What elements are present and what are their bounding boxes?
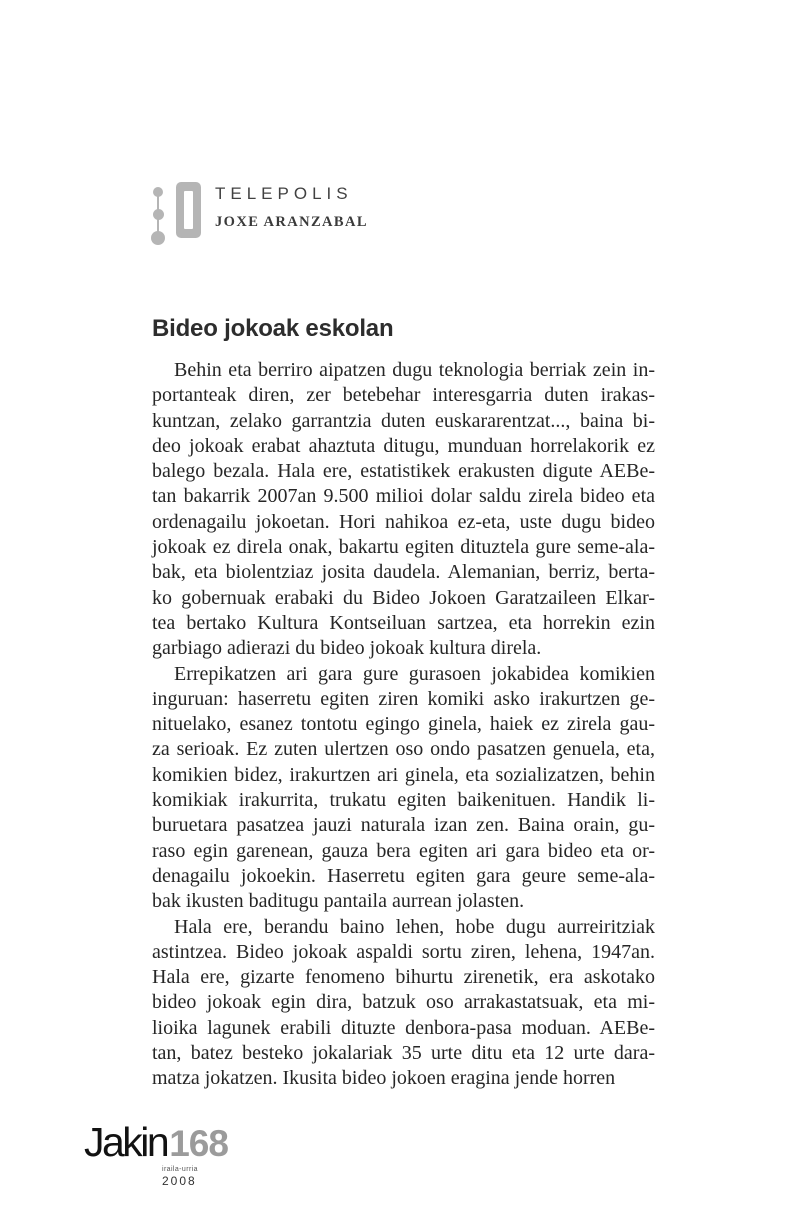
issue-year: 2008 xyxy=(162,1174,197,1188)
text-line: nituelako, esanez tontotu egingo ginela, haiek ez zirela gau- xyxy=(152,713,655,736)
column-header xyxy=(151,180,368,247)
paragraph-3 xyxy=(152,915,655,1092)
text-line: buruetara pasatzea jauzi naturala izan zen. Baina orain, gu- xyxy=(152,814,655,837)
text-line: Hala ere, berandu baino lehen, hobe dugu aurreiritziak xyxy=(174,915,655,938)
text-line: denagailu jokoekin. Haserretu egiten gara geure seme-ala- xyxy=(152,864,655,887)
text-line: komikien bidez, irakurtzen ari ginela, eta sozializatzen, behin xyxy=(152,763,655,786)
issue-period: iraila-urria xyxy=(162,1166,198,1173)
jakin-logo xyxy=(84,1119,228,1165)
article-title: Bideo jokoak eskolan xyxy=(152,315,394,342)
issue-number: 168 xyxy=(169,1123,228,1164)
text-line: lioika lagunek erabili dituzte denbora-pasa moduan. AEBe- xyxy=(152,1016,655,1039)
paragraph-2 xyxy=(152,662,655,915)
text-line: Behin eta berriro aipatzen dugu teknologia berriak zein in- xyxy=(174,359,655,381)
telepolis-logo-icon xyxy=(151,180,201,247)
block-zero-icon xyxy=(176,182,201,238)
text-line: ko gobernuak erabaki du Bideo Jokoen Garatzaileen Elkar- xyxy=(152,586,655,609)
text-line: za serioak. Ez zuten ulertzen oso ondo pasatzen genuela, eta, xyxy=(152,738,655,761)
text-line: jokoak ez direla onak, bakartu egiten dituztela gure seme-ala- xyxy=(152,536,655,559)
text-line: kuntzan, zelako garrantzia duten euskararentzat..., baina bi- xyxy=(152,409,655,432)
issue-meta xyxy=(162,1166,228,1188)
text-line: tea bertako Kultura Kontseiluan sartzea, eta horrekin ezin xyxy=(152,611,655,634)
text-line: balego bezala. Hala ere, estatistikek erakusten digute AEBe- xyxy=(152,460,655,483)
text-line: bideo jokoak egin dira, batzuk oso arrakastatsuak, eta mi- xyxy=(152,991,655,1014)
text-line: portanteak diren, zer betebehar interesgarria duten irakas- xyxy=(152,384,655,407)
text-line: ordenagailu jokoetan. Hori nahikoa ez-eta, uste dugu bideo xyxy=(152,510,655,533)
text-line: bak, eta biolentziaz josita daudela. Alemanian, berriz, berta- xyxy=(152,561,655,584)
text-line: tan bakarrik 2007an 9.500 milioi dolar saldu zirela bideo eta xyxy=(152,485,655,508)
text-line: matza jokatzen. Ikusita bideo jokoen eragina jende horren xyxy=(152,1067,616,1090)
text-line: garbiago adierazi du bideo jokoak kultura direla. xyxy=(152,637,542,660)
article xyxy=(152,314,655,1092)
text-line: Hala ere, gizarte fenomeno bihurtu zirenetik, era askotako xyxy=(152,966,655,989)
text-line: raso egin garenean, gauza bera egiten ari gara bideo eta or- xyxy=(152,839,655,862)
text-line: bak ikusten baditugu pantaila aurrean jolasten. xyxy=(152,890,525,913)
dots-stem-icon xyxy=(151,187,166,247)
text-line: komikiak irakurrita, trukatu egiten baikenituen. Handik li- xyxy=(152,789,655,812)
magazine-footer xyxy=(84,1119,228,1188)
text-line: astintzea. Bideo jokoak aspaldi sortu ziren, lehena, 1947an. xyxy=(152,940,655,963)
author-name: JOXE ARANZABAL xyxy=(215,214,368,230)
text-line: tan, batez besteko jokalariak 35 urte ditu eta 12 urte dara- xyxy=(152,1042,655,1065)
text-line: Errepikatzen ari gara gure gurasoen jokabidea komikien xyxy=(174,662,655,685)
column-wordmark xyxy=(215,180,368,231)
magazine-name: Jakin xyxy=(84,1119,168,1165)
text-line: deo jokoak erabat ahaztuta ditugu, munduan horrelakorik ez xyxy=(152,434,655,457)
paragraph-1 xyxy=(152,358,655,662)
column-title: TELEPOLIS xyxy=(215,184,353,203)
text-line: inguruan: haserretu egiten ziren komiki asko irakurtzen ge- xyxy=(152,687,655,710)
